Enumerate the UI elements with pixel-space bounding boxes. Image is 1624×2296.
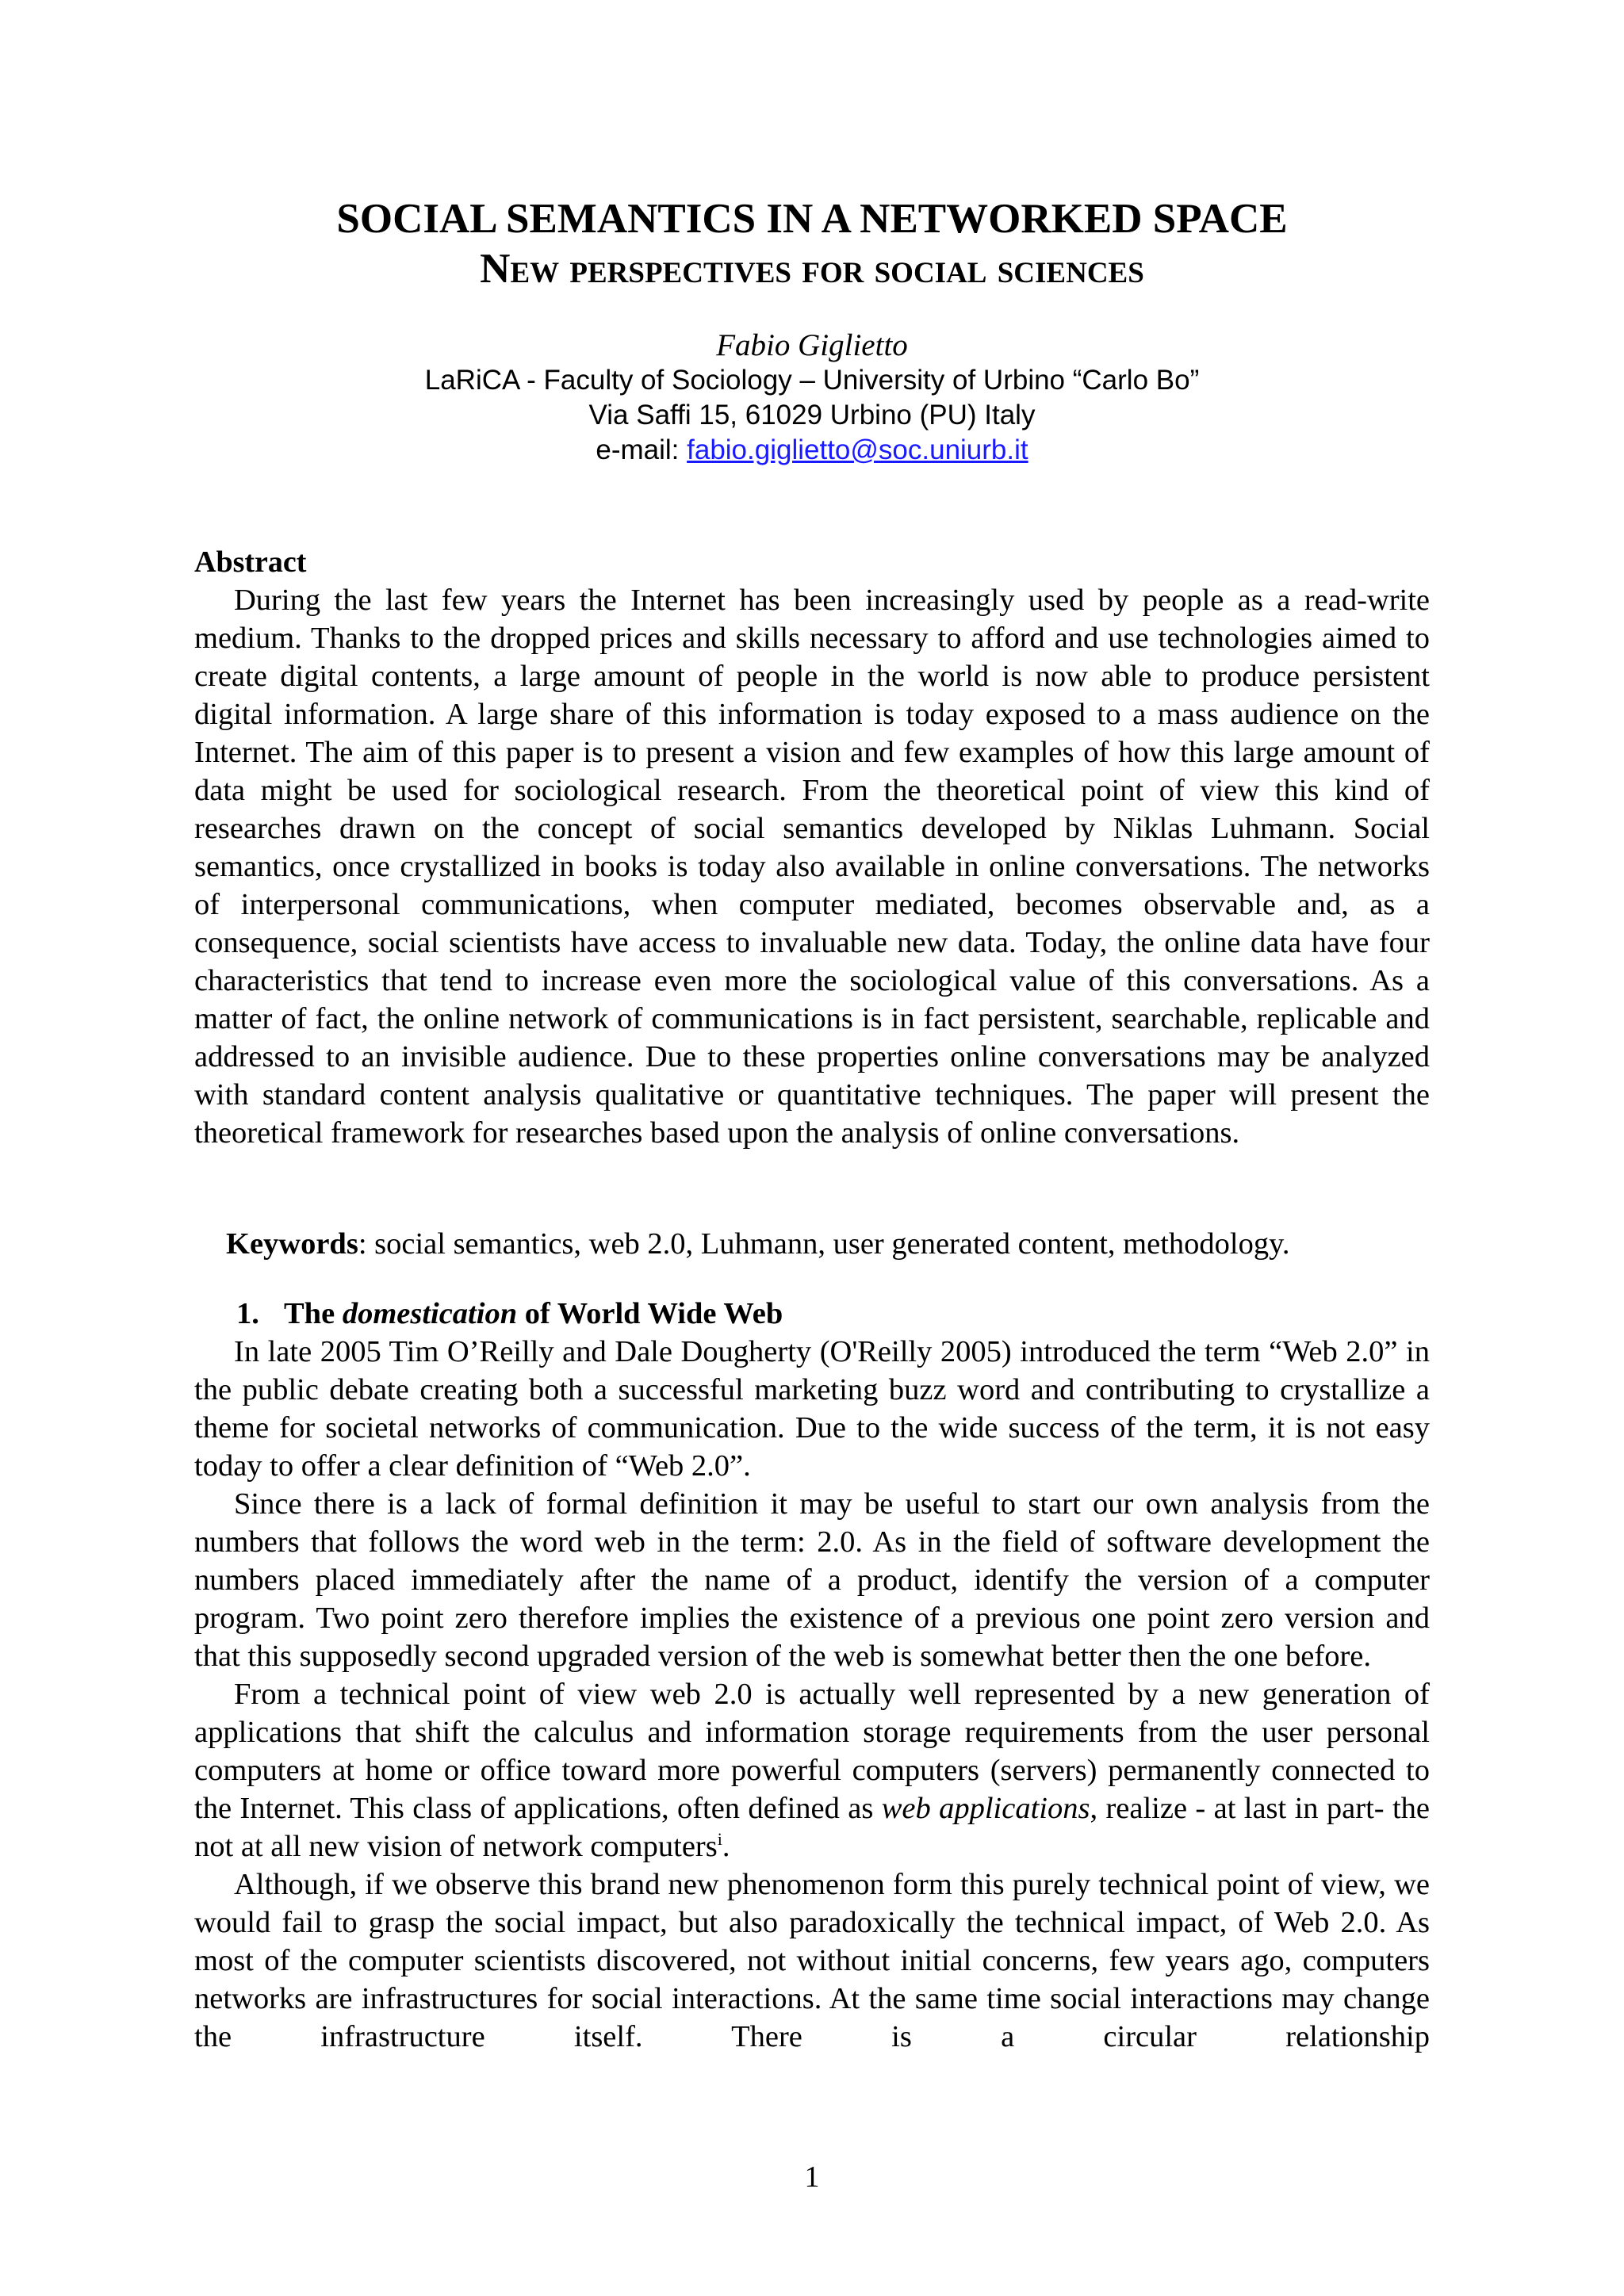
paragraph-emphasis: web applications bbox=[881, 1792, 1090, 1825]
section-heading bbox=[236, 1295, 1472, 1333]
section-heading-pre: The bbox=[284, 1297, 343, 1330]
paper-title: SOCIAL SEMANTICS IN A NETWORKED SPACE bbox=[336, 196, 1288, 242]
author-address: Via Saffi 15, 61029 Urbino (PU) Italy bbox=[588, 400, 1036, 430]
abstract-text: During the last few years the Internet has been increasingly used by people as a read-write medium. Thanks to the dropped prices and skills necessary to afford and use technologies aimed to create digital contents, a large amount of people in the world is now able to produce persistent digital information. A large share of this information is today exposed to a mass audience on the Internet. The aim of this paper is to present a vision and few examples of how this large amount of data might be used for sociological research. From the theoretical point of view this kind of researches drawn on the concept of social semantics developed by Niklas Luhmann. Social semantics, once crystallized in books is today also available in online conversations. The networks of interpersonal communications, when computer mediated, becomes observable and, as a consequence, social scientists have access to invaluable new data. Today, the online data have four characteristics that tend to increase even more the sociological value of this conversations. As a matter of fact, the online network of communications is in fact persistent, searchable, replicable and addressed to an invisible audience. Due to these properties online conversations may be analyzed with standard content analysis qualitative or quantitative techniques. The paper will present the theoretical framework for researches based upon the analysis of online conversations. bbox=[194, 584, 1430, 1150]
keywords-text: : social semantics, web 2.0, Luhmann, user generated content, methodology. bbox=[358, 1227, 1290, 1261]
paragraph: Although, if we observe this brand new phenomenon form this purely technical point of view, we would fail to grasp the social impact, but also paradoxically the technical impact, of Web 2.0. As most of the computer scientists discovered, not without initial concerns, few years ago, computers networks are infrastructures for social interactions. At the same time social interactions may change the infrastructure itself. There is a circular relationship bbox=[194, 1868, 1430, 2053]
paragraph: In late 2005 Tim O’Reilly and Dale Dougherty (O'Reilly 2005) introduced the term “Web 2.0” in the public debate creating both a successful marketing buzz word and contributing to crystallize a theme for societal networks of communication. Due to the wide success of the term, it is not easy today to offer a clear definition of “Web 2.0”. bbox=[194, 1335, 1430, 1483]
section-heading-emphasis: domestication bbox=[342, 1297, 518, 1330]
abstract-body bbox=[194, 581, 1430, 1152]
keywords bbox=[194, 1225, 1430, 1263]
footnote-marker[interactable]: i bbox=[717, 1829, 722, 1850]
paragraph-text: , realize - at last in part- the not at all new vision of network computers bbox=[194, 1792, 1431, 1863]
paragraph-text: . bbox=[722, 1830, 730, 1863]
title-block bbox=[0, 193, 1624, 293]
paragraph bbox=[194, 1675, 1430, 1866]
paragraph: Since there is a lack of formal definition it may be useful to start our own analysis from the numbers that follows the word web in the term: 2.0. As in the field of software development the numbers placed immediately after the name of a product, identify the version of a computer program. Two point zero therefore implies the existence of a previous one point zero version and that this supposedly second upgraded version of the web is somewhat better then the one before. bbox=[194, 1487, 1430, 1673]
section-heading-post: of World Wide Web bbox=[517, 1297, 783, 1330]
paper-subtitle: New perspectives for social sciences bbox=[480, 246, 1144, 292]
paragraph-text: From a technical point of view web 2.0 is actually well represented by a new generation of applications that shift the calculus and information storage requirements from the user personal computers at home or office toward more powerful computers (servers) permanently connected to the Internet. This class of applications, often defined as bbox=[194, 1678, 1430, 1825]
abstract-heading: Abstract bbox=[194, 545, 307, 579]
author-name: Fabio Giglietto bbox=[716, 328, 908, 362]
section-number: 1. bbox=[236, 1297, 259, 1330]
page-number: 1 bbox=[804, 2160, 820, 2194]
author-email-line bbox=[0, 433, 1624, 468]
author-affiliation: LaRiCA - Faculty of Sociology – University of Urbino “Carlo Bo” bbox=[424, 365, 1200, 396]
keywords-label: Keywords bbox=[226, 1227, 358, 1261]
author-block bbox=[0, 328, 1624, 468]
email-label: e-mail: bbox=[596, 434, 688, 465]
section-body bbox=[194, 1333, 1430, 2056]
email-link[interactable]: fabio.giglietto@soc.uniurb.it bbox=[687, 434, 1028, 465]
